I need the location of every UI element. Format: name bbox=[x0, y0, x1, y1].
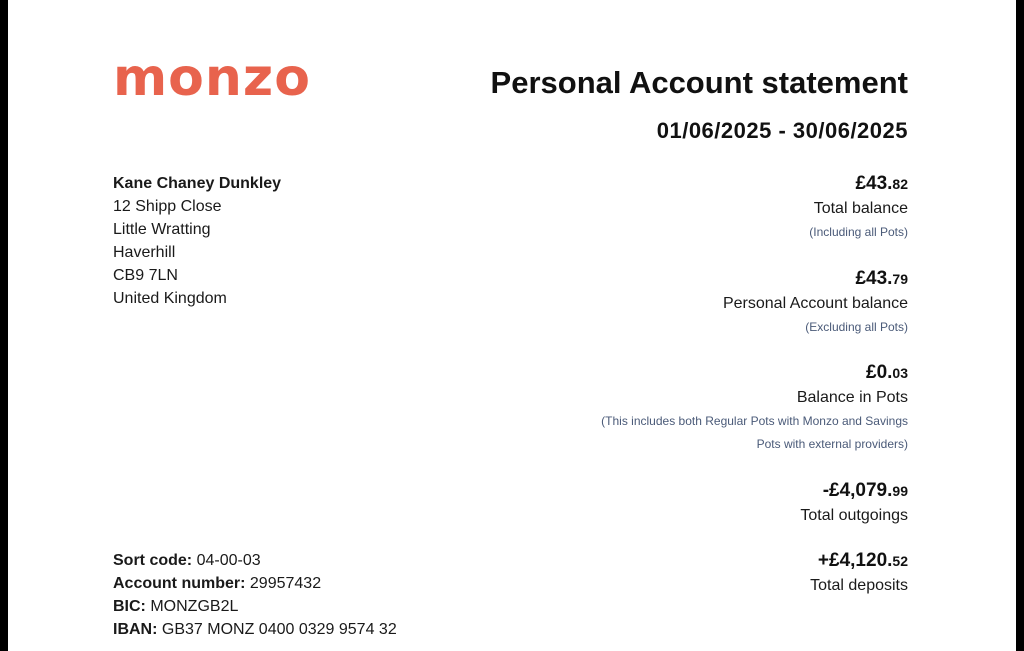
address-line: United Kingdom bbox=[113, 290, 227, 307]
total-balance-note: (Including all Pots) bbox=[809, 225, 908, 239]
address-line: Haverhill bbox=[113, 244, 176, 261]
pots-balance-note: Pots with external providers) bbox=[756, 437, 908, 451]
pots-balance-label: Balance in Pots bbox=[796, 389, 908, 406]
address-line: CB9 7LN bbox=[113, 267, 178, 284]
left-edge bbox=[0, 0, 8, 651]
bic-row bbox=[113, 595, 397, 618]
sort-code-label: Sort code: bbox=[113, 552, 193, 569]
iban-label: IBAN: bbox=[113, 621, 158, 638]
iban-row bbox=[113, 618, 397, 641]
total-deposits-block bbox=[488, 550, 908, 597]
statement-title: Personal Account statement bbox=[490, 65, 908, 100]
total-balance-amount: £43.82 bbox=[855, 173, 908, 194]
statement-period: 01/06/2025 - 30/06/2025 bbox=[656, 118, 908, 143]
sort-code-value: 04-00-03 bbox=[196, 552, 261, 569]
account-number-row bbox=[113, 572, 397, 595]
iban-value: GB37 MONZ 0400 0329 9574 32 bbox=[161, 621, 397, 638]
personal-balance-amount: £43.79 bbox=[855, 268, 908, 289]
customer-address bbox=[113, 172, 281, 310]
total-balance-block bbox=[488, 173, 908, 244]
total-balance-label: Total balance bbox=[813, 200, 908, 217]
personal-balance-label: Personal Account balance bbox=[722, 295, 908, 312]
pots-balance-note: (This includes both Regular Pots with Monzo and Savings bbox=[601, 414, 908, 428]
personal-balance-note: (Excluding all Pots) bbox=[805, 320, 908, 334]
pots-balance-block bbox=[488, 362, 908, 456]
address-line: Little Wratting bbox=[113, 221, 211, 238]
account-number-label: Account number: bbox=[113, 575, 246, 592]
monzo-logo: monzo bbox=[113, 48, 311, 108]
bic-value: MONZGB2L bbox=[150, 598, 239, 615]
account-number-value: 29957432 bbox=[249, 575, 322, 592]
total-outgoings-block bbox=[488, 480, 908, 527]
total-deposits-amount: +£4,120.52 bbox=[817, 550, 908, 571]
pots-balance-amount: £0.03 bbox=[866, 362, 908, 383]
customer-name: Kane Chaney Dunkley bbox=[113, 175, 282, 192]
sort-code-row bbox=[113, 549, 397, 572]
right-edge bbox=[1016, 0, 1024, 651]
personal-balance-block bbox=[488, 268, 908, 339]
total-outgoings-amount: -£4,079.99 bbox=[822, 480, 908, 501]
total-outgoings-label: Total outgoings bbox=[800, 507, 908, 524]
total-deposits-label: Total deposits bbox=[810, 577, 908, 594]
bic-label: BIC: bbox=[113, 598, 146, 615]
account-details bbox=[113, 549, 397, 641]
address-line: 12 Shipp Close bbox=[113, 198, 222, 215]
